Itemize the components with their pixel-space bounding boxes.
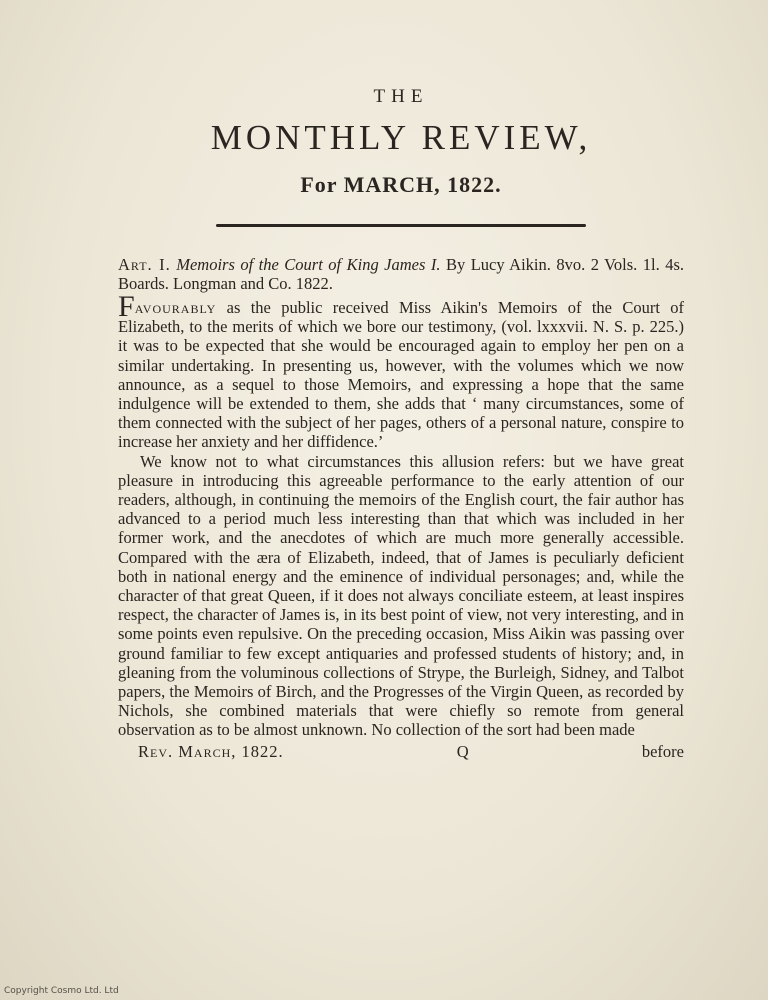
masthead-title: MONTHLY REVIEW, xyxy=(210,118,592,157)
article-details: By Lucy Aikin. 8vo. 2 Vols. 1l. 4s. Boards. Longman and Co. 1822. xyxy=(118,255,685,293)
catchword: before xyxy=(641,741,684,761)
title-rule xyxy=(216,224,586,227)
drop-cap: F xyxy=(118,290,135,323)
page-footer xyxy=(118,742,684,762)
running-footer: Rev. March, 1822. xyxy=(138,741,284,761)
article-title: Memoirs of the Court of King James I. xyxy=(176,255,441,274)
copyright-notice: Copyright Cosmo Ltd. Ltd xyxy=(4,986,119,996)
lead-word: avourably xyxy=(134,298,217,317)
page-content xyxy=(118,86,684,762)
signature-mark: Q xyxy=(456,741,469,761)
paragraph-1 xyxy=(118,290,684,452)
masthead-the: THE xyxy=(373,86,429,107)
article-body xyxy=(118,290,684,740)
article-number: Art. I. xyxy=(118,255,171,274)
article-heading xyxy=(118,255,684,293)
paragraph-1-text: as the public received Miss Aikin's Memoirs of the Court of Elizabeth, to the merits of which we bore our testimony, (vol. lxxxvii. N. S. p. 225.) it was to be expected that she would be encouraged again to employ her pen on a similar undertaking. In presenting us, however, with the volumes which we now announce, as a sequel to those Memoirs, and expressing a hope that the same indulgence will be extended to them, she adds that ‘ many circumstances, some of them connected with the subject of her pages, others of a personal nature, conspire to increase her anxiety and her diffidence.’ xyxy=(118,298,684,452)
issue-date: For MARCH, 1822. xyxy=(300,172,502,197)
paragraph-2: We know not to what circumstances this allusion refers: but we have great pleasure in introducing this agreeable performance to the early attention of our readers, although, in continuing the memoirs of the English court, the fair author has advanced to a period much less interesting than that which was included in her former work, and the anecdotes of which are much more generally accessible. Compared with the æra of Elizabeth, indeed, that of James is peculiarly deficient both in national energy and the eminence of individual personages; and, while the character of that great Queen, if it does not always conciliate esteem, at least inspires respect, the character of James is, in its best point of view, not very interesting, and in some points even repulsive. On the preceding occasion, Miss Aikin was passing over ground familiar to few except antiquaries and professed students of history; and, in gleaning from the voluminous collections of Strype, the Burleigh, Sidney, and Talbot papers, the Memoirs of Birch, and the Progresses of the Virgin Queen, as recorded by Nichols, she combined materials that were chiefly so remote from general observation as to be almost unknown. No collection of the sort had been made xyxy=(118,451,684,740)
